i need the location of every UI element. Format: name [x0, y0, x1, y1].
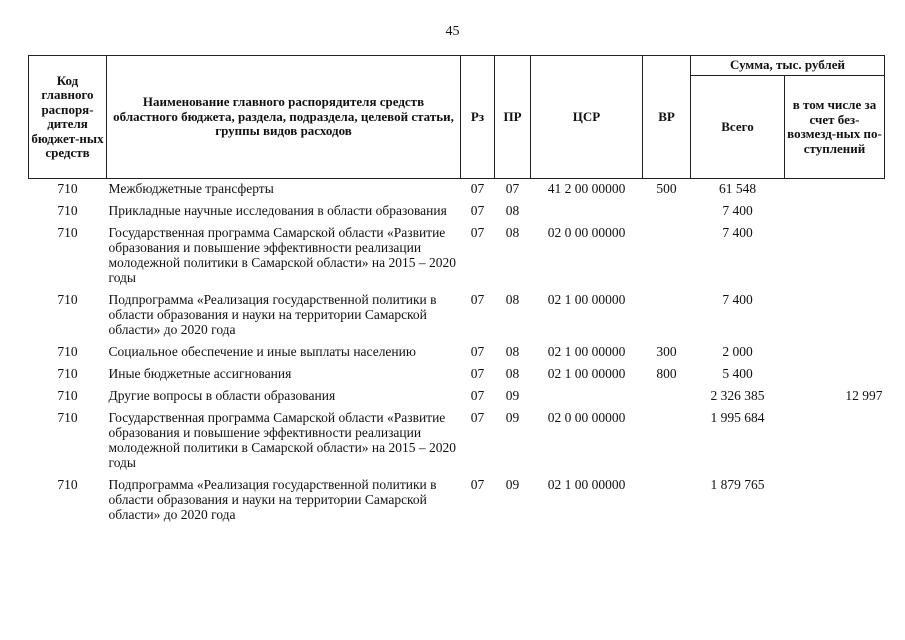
cell-rz: 07 [470, 181, 485, 196]
cell-total: 7 400 [722, 203, 753, 218]
cell-csr: 02 0 00 00000 [547, 225, 626, 240]
header-vr: ВР [643, 56, 691, 179]
table-row [29, 408, 885, 475]
cell-name: Подпрограмма «Реализация государственной политики в области образования и науки на территории Самарской области» до 2020 года [108, 292, 437, 337]
table-row [29, 179, 885, 202]
header-grant: в том числе за счет без-возмезд-ных по-ступлений [785, 76, 885, 179]
cell-total: 5 400 [722, 366, 753, 381]
cell-pr: 08 [505, 203, 520, 218]
cell-csr [531, 201, 643, 223]
cell-rz: 07 [470, 388, 485, 403]
cell-pr: 08 [505, 292, 520, 307]
cell-pr: 09 [505, 388, 520, 403]
cell-rz: 07 [470, 203, 485, 218]
cell-vr [643, 223, 691, 290]
table-row [29, 386, 885, 408]
cell-name: Прикладные научные исследования в области образования [108, 203, 447, 218]
budget-table [28, 55, 885, 527]
cell-csr: 02 1 00 00000 [547, 366, 626, 381]
cell-rz: 07 [470, 366, 485, 381]
header-rz: Рз [461, 56, 495, 179]
cell-grant [785, 201, 885, 223]
cell-rz: 07 [470, 292, 485, 307]
cell-vr: 300 [656, 344, 677, 359]
cell-vr [643, 475, 691, 527]
cell-code: 710 [57, 410, 78, 425]
cell-name: Государственная программа Самарской области «Развитие образования и повышение эффективности реализации молодежной политики в Самарской области» на 2015 – 2020 годы [108, 225, 457, 285]
cell-grant: 12 997 [845, 388, 883, 403]
header-code: Код главного распоря-дителя бюджет-ных средств [29, 56, 107, 179]
cell-pr: 09 [505, 410, 520, 425]
cell-name: Социальное обеспечение и иные выплаты населению [108, 344, 416, 359]
cell-grant [785, 223, 885, 290]
cell-pr: 08 [505, 225, 520, 240]
table-row [29, 342, 885, 364]
table-row [29, 223, 885, 290]
cell-name: Подпрограмма «Реализация государственной политики в области образования и науки на территории Самарской области» до 2020 года [108, 477, 437, 522]
cell-code: 710 [57, 388, 78, 403]
cell-code: 710 [57, 181, 78, 196]
table-row [29, 201, 885, 223]
cell-csr: 41 2 00 00000 [547, 181, 626, 196]
cell-grant [785, 408, 885, 475]
cell-rz: 07 [470, 225, 485, 240]
cell-vr [643, 386, 691, 408]
header-total: Всего [691, 76, 785, 179]
table-row [29, 290, 885, 342]
header-pr: ПР [495, 56, 531, 179]
cell-code: 710 [57, 203, 78, 218]
cell-csr: 02 1 00 00000 [547, 292, 626, 307]
cell-rz: 07 [470, 477, 485, 492]
cell-rz: 07 [470, 410, 485, 425]
cell-grant [785, 342, 885, 364]
cell-total: 2 000 [722, 344, 753, 359]
header-csr: ЦСР [531, 56, 643, 179]
cell-csr [531, 386, 643, 408]
cell-grant [785, 179, 885, 202]
cell-grant [785, 475, 885, 527]
cell-total: 7 400 [722, 292, 753, 307]
cell-total: 2 326 385 [710, 388, 765, 403]
cell-vr [643, 290, 691, 342]
cell-code: 710 [57, 225, 78, 240]
page-number: 45 [445, 24, 460, 39]
cell-rz: 07 [470, 344, 485, 359]
cell-vr [643, 201, 691, 223]
table-row [29, 475, 885, 527]
cell-total: 1 995 684 [710, 410, 765, 425]
header-sum: Сумма, тыс. рублей [691, 56, 885, 76]
cell-total: 7 400 [722, 225, 753, 240]
cell-grant [785, 290, 885, 342]
cell-pr: 08 [505, 366, 520, 381]
cell-total: 1 879 765 [710, 477, 765, 492]
cell-code: 710 [57, 366, 78, 381]
cell-name: Иные бюджетные ассигнования [108, 366, 292, 381]
cell-vr: 500 [656, 181, 677, 196]
header-name: Наименование главного распорядителя средств областного бюджета, раздела, подраздела, целевой статьи, группы видов расходов [107, 56, 461, 179]
cell-code: 710 [57, 477, 78, 492]
cell-code: 710 [57, 344, 78, 359]
cell-csr: 02 1 00 00000 [547, 344, 626, 359]
header-row-top [29, 56, 885, 76]
cell-pr: 09 [505, 477, 520, 492]
cell-pr: 07 [505, 181, 520, 196]
cell-name: Государственная программа Самарской области «Развитие образования и повышение эффективности реализации молодежной политики в Самарской области» на 2015 – 2020 годы [108, 410, 457, 470]
cell-vr [643, 408, 691, 475]
cell-total: 61 548 [718, 181, 757, 196]
cell-name: Другие вопросы в области образования [108, 388, 336, 403]
cell-grant [785, 364, 885, 386]
table-row [29, 364, 885, 386]
cell-code: 710 [57, 292, 78, 307]
cell-vr: 800 [656, 366, 677, 381]
cell-pr: 08 [505, 344, 520, 359]
cell-name: Межбюджетные трансферты [108, 181, 274, 196]
cell-csr: 02 1 00 00000 [547, 477, 626, 492]
cell-csr: 02 0 00 00000 [547, 410, 626, 425]
